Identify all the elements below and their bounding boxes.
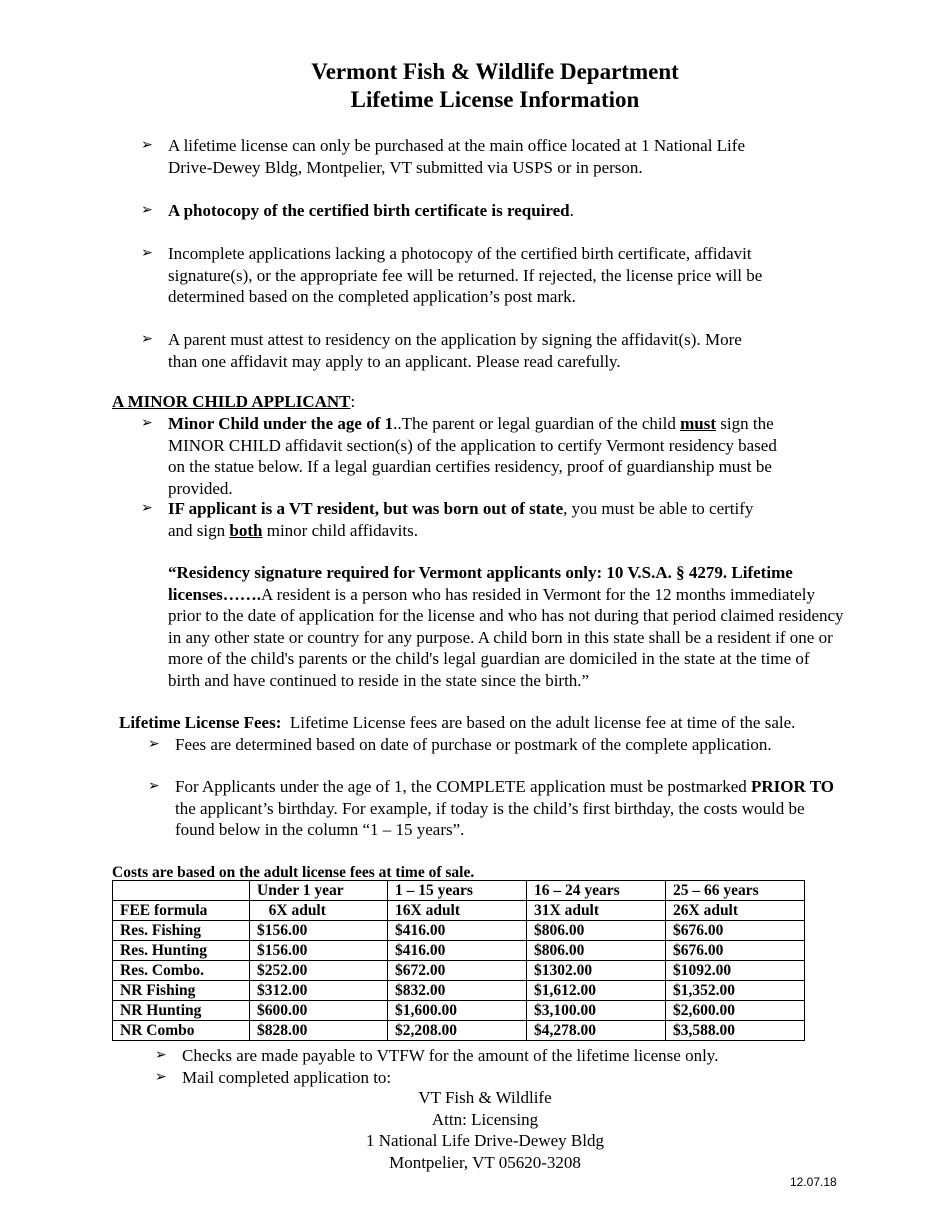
table-header-row xyxy=(113,881,805,901)
table-cell: $806.00 xyxy=(527,921,666,941)
table-cell: 31X adult xyxy=(527,901,666,921)
statute-text: prior to the date of application for the license and who has not during that period claimed residency xyxy=(168,606,844,625)
title-line-2: Lifetime License Information xyxy=(350,87,640,112)
revision-date: 12.07.18 xyxy=(790,1175,837,1189)
address-line: VT Fish & Wildlife xyxy=(418,1088,552,1107)
table-cell: $828.00 xyxy=(250,1021,388,1041)
bullet-fees-determined xyxy=(148,734,895,756)
table-header-cell: 25 – 66 years xyxy=(666,881,805,901)
bullet-text: and sign xyxy=(168,520,230,540)
table-cell: NR Fishing xyxy=(113,981,250,1001)
table-header-cell: 1 – 15 years xyxy=(388,881,527,901)
table-cell: $832.00 xyxy=(388,981,527,1001)
mailing-address xyxy=(10,1087,950,1173)
table-row xyxy=(113,941,805,961)
bullet-text-bold: Minor Child under the age of 1 xyxy=(168,414,394,433)
table-row xyxy=(113,921,805,941)
table-cell: $416.00 xyxy=(388,921,527,941)
bullet-text: determined based on the completed application’s post mark. xyxy=(168,287,576,306)
bullet-purchase-location xyxy=(141,135,888,178)
table-row xyxy=(113,901,805,921)
bullet-text: ..The parent or legal guardian of the child xyxy=(393,414,681,433)
bullet-text: . xyxy=(569,201,574,220)
bullet-text: on the statue below. If a legal guardian certifies residency, proof of guardianship must be xyxy=(168,457,772,476)
bullet-prior-to-birthday xyxy=(148,776,895,841)
table-cell: $1092.00 xyxy=(666,961,805,981)
statute-bold: “Residency signature required for Vermont applicants only: 10 V.S.A. § 4279. Lifetime xyxy=(168,563,793,582)
page-title xyxy=(20,58,950,114)
table-cell: $312.00 xyxy=(250,981,388,1001)
bullet-text: minor child affidavits. xyxy=(262,520,418,540)
table-cell: 26X adult xyxy=(666,901,805,921)
arrow-bullet-icon: ➢ xyxy=(141,332,153,347)
bullet-text: found below in the column “1 – 15 years”. xyxy=(175,820,465,839)
bullet-parent-attest xyxy=(141,329,888,372)
arrow-bullet-icon: ➢ xyxy=(148,737,160,752)
table-cell: $156.00 xyxy=(250,921,388,941)
heading-text: A MINOR CHILD APPLICANT xyxy=(112,392,351,411)
bullet-checks-payable xyxy=(155,1045,902,1067)
table-cell: $1,600.00 xyxy=(388,1001,527,1021)
bullet-text: than one affidavit may apply to an applicant. Please read carefully. xyxy=(168,351,621,371)
statute-text: A resident is a person who has resided in Vermont for the 12 months immediately xyxy=(261,584,816,604)
heading-colon: : xyxy=(350,392,356,411)
bullet-text: A lifetime license can only be purchased at the main office located at 1 National Life xyxy=(168,136,745,155)
arrow-bullet-icon: ➢ xyxy=(141,138,153,153)
arrow-bullet-icon: ➢ xyxy=(155,1070,167,1085)
table-cell: Res. Fishing xyxy=(113,921,250,941)
bullet-text: signature(s), or the appropriate fee will be returned. If rejected, the license price will be xyxy=(168,265,763,285)
table-cell: Res. Hunting xyxy=(113,941,250,961)
bullet-text: Drive-Dewey Bldg, Montpelier, VT submitted via USPS or in person. xyxy=(168,157,643,177)
table-header-cell: Under 1 year xyxy=(250,881,388,901)
lifetime-fees-heading xyxy=(119,712,795,734)
table-cell: NR Combo xyxy=(113,1021,250,1041)
title-line-1: Vermont Fish & Wildlife Department xyxy=(311,59,679,84)
table-cell: $3,588.00 xyxy=(666,1021,805,1041)
bullet-text: the applicant’s birthday. For example, if today is the child’s first birthday, the costs would be xyxy=(175,798,805,818)
bullet-text: provided. xyxy=(168,478,233,498)
table-cell: $156.00 xyxy=(250,941,388,961)
table-cell: $1302.00 xyxy=(527,961,666,981)
bullet-text-bold: A photocopy of the certified birth certificate is required xyxy=(168,201,570,220)
table-cell: $806.00 xyxy=(527,941,666,961)
arrow-bullet-icon: ➢ xyxy=(148,779,160,794)
bullet-text-bold: PRIOR TO xyxy=(751,777,834,796)
table-header-cell: 16 – 24 years xyxy=(527,881,666,901)
table-row xyxy=(113,981,805,1001)
address-line: 1 National Life Drive-Dewey Bldg xyxy=(366,1131,604,1150)
arrow-bullet-icon: ➢ xyxy=(155,1048,167,1063)
table-cell: $1,612.00 xyxy=(527,981,666,1001)
bullet-text: Incomplete applications lacking a photocopy of the certified birth certificate, affidavit xyxy=(168,244,752,263)
address-line: Montpelier, VT 05620-3208 xyxy=(389,1152,581,1172)
arrow-bullet-icon: ➢ xyxy=(141,501,153,516)
table-cell: $1,352.00 xyxy=(666,981,805,1001)
bullet-text: A parent must attest to residency on the application by signing the affidavit(s). More xyxy=(168,330,742,349)
bullet-birth-certificate xyxy=(141,200,888,222)
statute-text: in any other state or country for any purpose. A child born in this state shall be a resident if one or xyxy=(168,627,833,647)
fee-table xyxy=(112,880,805,1041)
arrow-bullet-icon: ➢ xyxy=(141,203,153,218)
table-cell: $252.00 xyxy=(250,961,388,981)
address-line: Attn: Licensing xyxy=(431,1109,539,1129)
statute-text: more of the child's parents or the child's legal guardian are domiciled in the state at the time of xyxy=(168,649,810,668)
bullet-text: MINOR CHILD affidavit section(s) of the application to certify Vermont residency based xyxy=(168,435,777,455)
fees-text: Lifetime License fees are based on the adult license fee at time of the sale. xyxy=(281,713,796,732)
bullet-born-out-of-state xyxy=(141,498,888,541)
table-cell: $676.00 xyxy=(666,941,805,961)
table-cell: 16X adult xyxy=(388,901,527,921)
bullet-text: Fees are determined based on date of purchase or postmark of the complete application. xyxy=(175,735,772,754)
table-row xyxy=(113,1001,805,1021)
arrow-bullet-icon: ➢ xyxy=(141,246,153,261)
statute-text: birth and have continued to reside in the state since the birth.” xyxy=(168,670,590,690)
table-cell: $3,100.00 xyxy=(527,1001,666,1021)
bullet-mail-application xyxy=(155,1067,902,1089)
table-cell: FEE formula xyxy=(113,901,250,921)
bullet-text: Checks are made payable to VTFW for the amount of the lifetime license only. xyxy=(182,1046,719,1065)
table-row xyxy=(113,1021,805,1041)
table-header-cell xyxy=(113,881,250,901)
table-cell: $416.00 xyxy=(388,941,527,961)
table-cell: Res. Combo. xyxy=(113,961,250,981)
bullet-text: For Applicants under the age of 1, the COMPLETE application must be postmarked xyxy=(175,777,751,796)
table-cell: $672.00 xyxy=(388,961,527,981)
table-cell: $2,208.00 xyxy=(388,1021,527,1041)
table-cell: NR Hunting xyxy=(113,1001,250,1021)
table-cell: $600.00 xyxy=(250,1001,388,1021)
bullet-minor-under-1 xyxy=(141,413,888,499)
fees-label: Lifetime License Fees: xyxy=(119,713,282,732)
bullet-text: sign the xyxy=(716,414,774,433)
bullet-text: Mail completed application to: xyxy=(182,1068,392,1087)
bullet-text-bold: IF applicant is a VT resident, but was born out of state xyxy=(168,499,564,518)
arrow-bullet-icon: ➢ xyxy=(141,416,153,431)
statute-bold: licenses……. xyxy=(168,584,262,604)
table-cell: $676.00 xyxy=(666,921,805,941)
emphasis-must: must xyxy=(680,414,717,433)
bullet-text: , you must be able to certify xyxy=(563,499,754,518)
bullet-incomplete-applications xyxy=(141,243,888,308)
table-row xyxy=(113,961,805,981)
residency-statute-quote xyxy=(168,562,918,691)
emphasis-both: both xyxy=(229,520,263,540)
table-cell: $2,600.00 xyxy=(666,1001,805,1021)
fee-table-caption: Costs are based on the adult license fees at time of sale. xyxy=(112,864,475,881)
table-cell: 6X adult xyxy=(250,901,388,921)
table-cell: $4,278.00 xyxy=(527,1021,666,1041)
minor-child-heading xyxy=(112,391,355,413)
